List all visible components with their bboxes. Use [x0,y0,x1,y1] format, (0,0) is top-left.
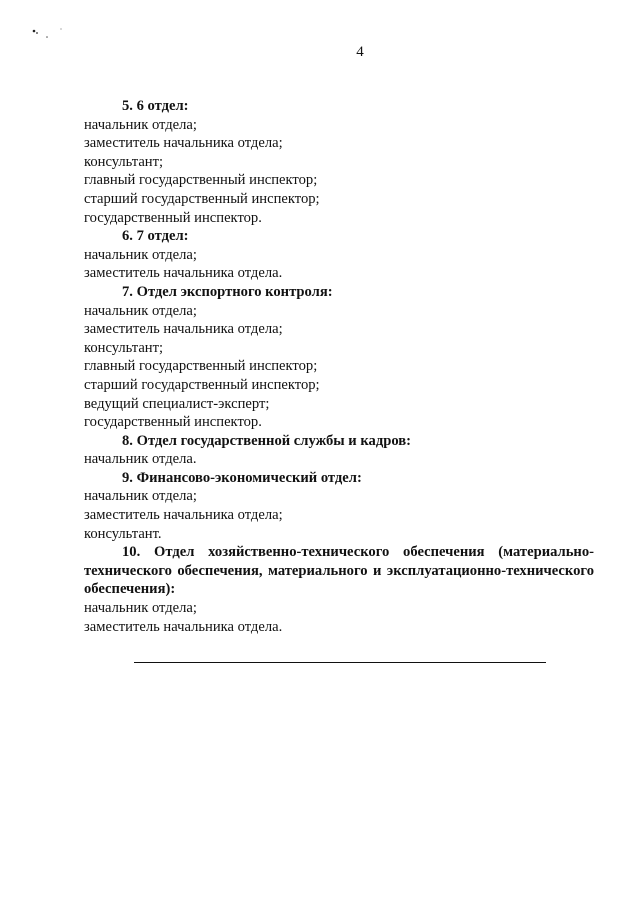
page-number: 4 [356,44,364,60]
section-heading: 10. Отдел хозяйственно-технического обеспечения (материально-технического обеспечения, материального и эксплуатационно-технического обеспечения): [84,544,594,598]
list-item: начальник отдела; [84,302,197,319]
list-item: начальник отдела; [84,600,197,617]
list-item: начальник отдела; [84,116,197,133]
list-item: заместитель начальника отдела. [84,265,283,282]
list-item: заместитель начальника отдела; [84,507,283,524]
list-item: начальник отдела; [84,488,197,505]
document-body [84,97,594,636]
section-heading: 8. Отдел государственной службы и кадров: [122,432,412,449]
list-item: консультант; [84,339,164,356]
list-item: главный государственный инспектор; [84,358,318,375]
section-civil-service-hr [84,432,594,469]
list-item: консультант. [84,525,162,542]
section-maintenance-technical [84,543,594,636]
section-heading: 7. Отдел экспортного контроля: [122,283,333,300]
list-item: ведущий специалист-эксперт; [84,395,270,412]
list-item: государственный инспектор. [84,209,262,226]
list-item: заместитель начальника отдела; [84,321,283,338]
list-item: заместитель начальника отдела; [84,135,283,152]
section-7-otdel [84,227,594,283]
section-6-otdel [84,97,594,227]
list-item: консультант; [84,153,164,170]
section-finance-economic [84,469,594,543]
section-export-control [84,283,594,432]
list-item: старший государственный инспектор; [84,190,320,207]
list-item: начальник отдела; [84,246,197,263]
section-heading: 9. Финансово-экономический отдел: [122,469,362,486]
section-heading: 5. 6 отдел: [122,98,189,114]
list-item: главный государственный инспектор; [84,172,318,189]
scan-specks [30,26,70,40]
list-item: старший государственный инспектор; [84,376,320,393]
section-heading: 6. 7 отдел: [122,228,189,245]
list-item: заместитель начальника отдела. [84,618,283,635]
closing-rule [134,662,546,663]
list-item: государственный инспектор. [84,414,262,431]
list-item: начальник отдела. [84,451,197,468]
